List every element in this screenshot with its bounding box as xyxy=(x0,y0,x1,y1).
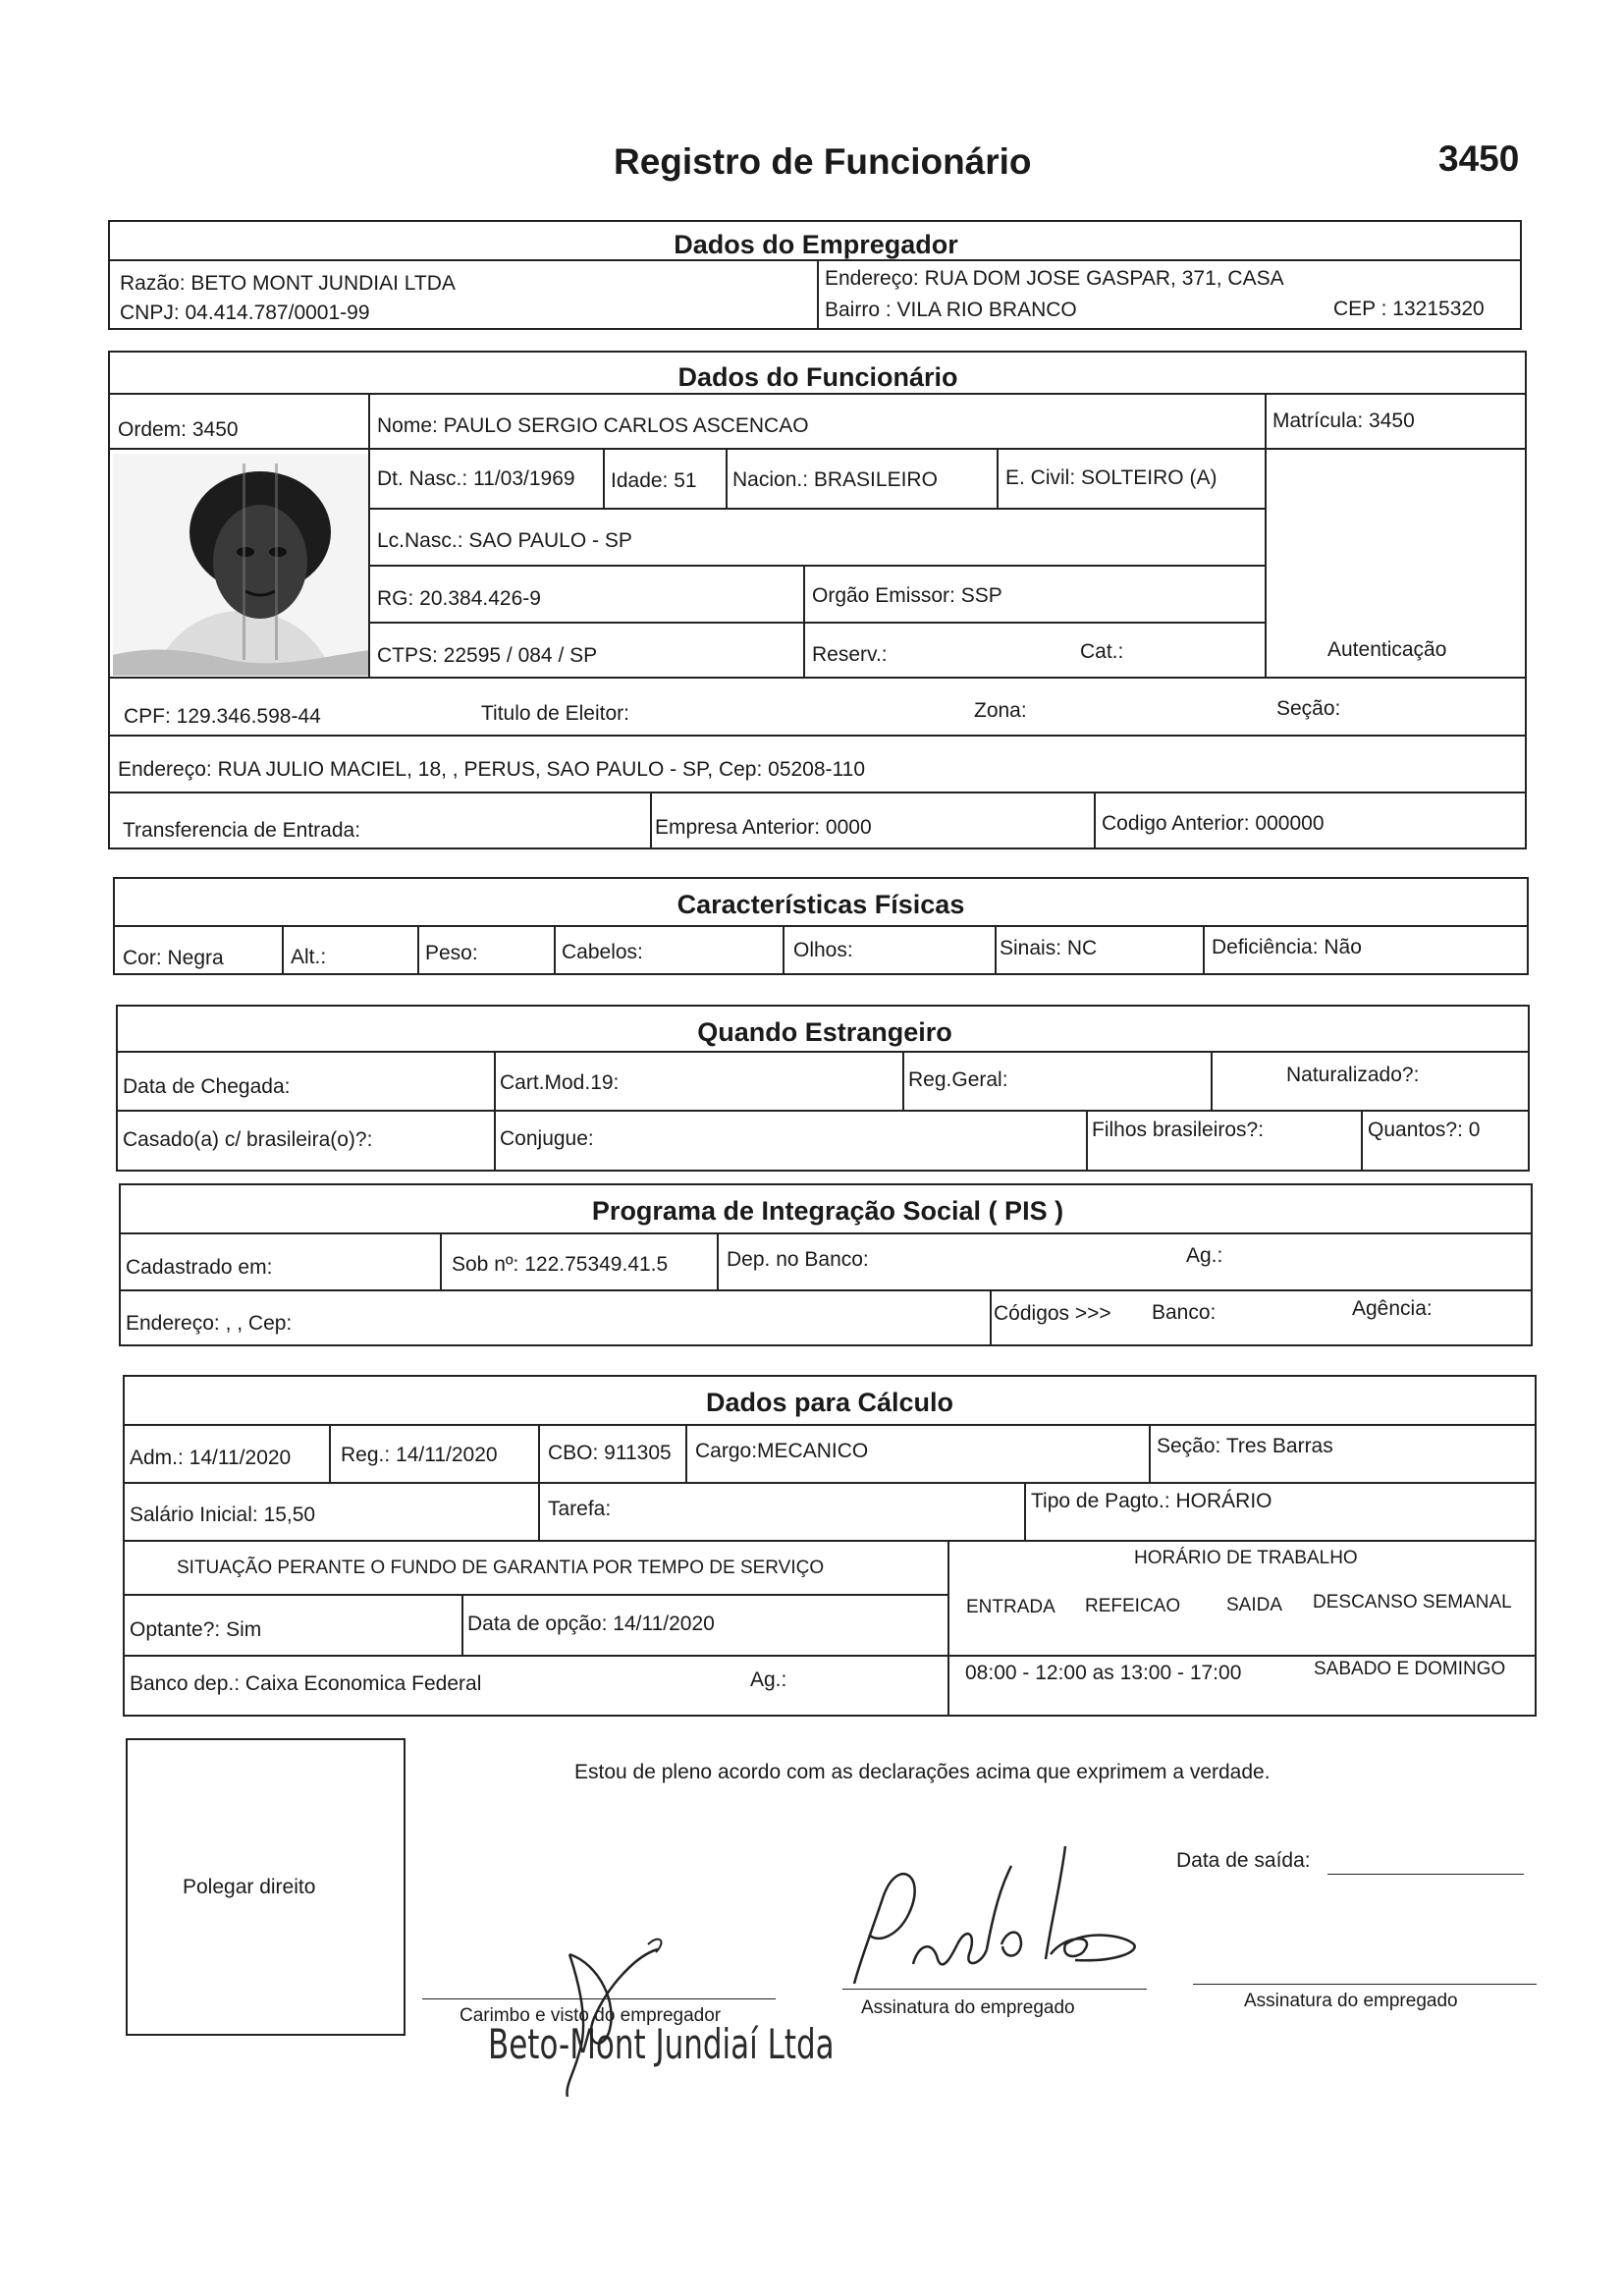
col-entrada: ENTRADA xyxy=(966,1597,1055,1617)
divider xyxy=(1203,925,1205,975)
calc-banco-dep: Banco dep.: Caixa Economica Federal xyxy=(130,1672,482,1695)
foreign-data-chegada: Data de Chegada: xyxy=(123,1075,291,1098)
employer-section-title: Dados do Empregador xyxy=(674,230,958,259)
calc-descanso: SABADO E DOMINGO xyxy=(1314,1659,1506,1679)
employee-signature xyxy=(839,1836,1163,1994)
divider xyxy=(123,1594,947,1596)
foreign-naturalizado: Naturalizado?: xyxy=(1286,1064,1420,1086)
pis-sob-no: Sob nº: 122.75349.41.5 xyxy=(452,1253,669,1276)
divider xyxy=(368,393,370,448)
employer-stamp-label: Carimbo e visto do empregador xyxy=(460,2005,722,2026)
divider xyxy=(123,1655,1537,1657)
calc-section-title: Dados para Cálculo xyxy=(705,1388,954,1417)
employee-matricula: Matrícula: 3450 xyxy=(1272,410,1415,432)
foreign-quantos: Quantos?: 0 xyxy=(1368,1119,1481,1141)
employee-rg: RG: 20.384.426-9 xyxy=(377,587,541,610)
divider xyxy=(902,1051,904,1110)
divider xyxy=(123,1482,1537,1484)
pis-banco: Banco: xyxy=(1152,1301,1217,1324)
employee-signature-line-2 xyxy=(1193,1984,1537,1985)
divider xyxy=(116,1051,1530,1053)
calc-cargo: Cargo:MECANICO xyxy=(695,1440,869,1462)
employer-razao: Razão: BETO MONT JUNDIAI LTDA xyxy=(120,272,456,295)
divider xyxy=(1086,1110,1088,1172)
divider xyxy=(817,259,819,330)
autenticacao-label: Autenticação xyxy=(1327,638,1447,661)
foreign-casado: Casado(a) c/ brasileira(o)?: xyxy=(123,1128,373,1151)
declaration-text: Estou de pleno acordo com as declarações acima que exprimem a verdade. xyxy=(574,1761,1271,1783)
divider xyxy=(368,508,1265,510)
divider xyxy=(783,925,784,975)
employee-cpf: CPF: 129.346.598-44 xyxy=(124,705,321,728)
thumbprint-label: Polegar direito xyxy=(183,1876,316,1898)
divider xyxy=(554,925,556,975)
divider xyxy=(603,448,605,508)
employee-estado-civil: E. Civil: SOLTEIRO (A) xyxy=(1005,466,1217,489)
physical-deficiencia: Deficiência: Não xyxy=(1212,936,1362,958)
divider xyxy=(461,1594,463,1655)
pis-agencia: Agência: xyxy=(1352,1297,1433,1320)
horario-title: HORÁRIO DE TRABALHO xyxy=(1134,1548,1358,1568)
calc-cbo: CBO: 911305 xyxy=(548,1442,672,1464)
calc-data-opcao: Data de opção: 14/11/2020 xyxy=(467,1613,715,1635)
divider xyxy=(113,925,1529,927)
employee-photo xyxy=(113,454,370,676)
divider xyxy=(119,1232,1533,1234)
employee-lc-nasc: Lc.Nasc.: SAO PAULO - SP xyxy=(377,529,632,552)
employee-titulo: Titulo de Eleitor: xyxy=(481,702,629,725)
record-number: 3450 xyxy=(1438,138,1520,179)
divider xyxy=(1361,1110,1363,1172)
calc-ag: Ag.: xyxy=(750,1668,787,1691)
calc-reg: Reg.: 14/11/2020 xyxy=(341,1444,498,1466)
divider xyxy=(368,565,1265,567)
employee-transferencia: Transferencia de Entrada: xyxy=(123,819,361,842)
divider xyxy=(1265,393,1267,677)
pis-cadastrado: Cadastrado em: xyxy=(126,1256,273,1279)
employer-cnpj: CNPJ: 04.414.787/0001-99 xyxy=(120,301,370,324)
divider xyxy=(995,925,997,975)
calc-salario: Salário Inicial: 15,50 xyxy=(130,1503,316,1526)
employee-secao: Seção: xyxy=(1276,697,1341,720)
employee-endereco: Endereço: RUA JULIO MACIEL, 18, , PERUS, SAO PAULO - SP, Cep: 05208-110 xyxy=(118,758,866,781)
employee-codigo-anterior: Codigo Anterior: 000000 xyxy=(1102,812,1325,835)
divider xyxy=(1024,1482,1026,1540)
physical-olhos: Olhos: xyxy=(793,939,853,961)
divider xyxy=(685,1424,687,1482)
employer-address: Endereço: RUA DOM JOSE GASPAR, 371, CASA xyxy=(825,267,1284,290)
employee-section-title: Dados do Funcionário xyxy=(677,362,958,392)
employee-signature-label-1: Assinatura do empregado xyxy=(861,1997,1075,2018)
employee-empresa-anterior: Empresa Anterior: 0000 xyxy=(655,816,872,839)
pis-codigos: Códigos >>> xyxy=(994,1302,1111,1325)
employee-ctps: CTPS: 22595 / 084 / SP xyxy=(377,644,598,667)
divider xyxy=(123,1540,1537,1542)
physical-cabelos: Cabelos: xyxy=(562,941,643,963)
divider xyxy=(108,677,1527,679)
employee-dt-nasc: Dt. Nasc.: 11/03/1969 xyxy=(377,467,575,490)
divider xyxy=(990,1289,992,1346)
divider xyxy=(1211,1051,1213,1110)
physical-sinais: Sinais: NC xyxy=(1000,937,1098,959)
fgts-title: SITUAÇÃO PERANTE O FUNDO DE GARANTIA POR TEMPO DE SERVIÇO xyxy=(177,1558,825,1578)
divider xyxy=(108,393,1527,395)
data-saida-line xyxy=(1327,1874,1524,1875)
employee-cat: Cat.: xyxy=(1080,640,1124,663)
divider xyxy=(329,1424,331,1482)
divider xyxy=(803,565,805,677)
pis-endereco: Endereço: , , Cep: xyxy=(126,1312,293,1335)
calc-tarefa: Tarefa: xyxy=(548,1498,612,1520)
divider xyxy=(717,1232,719,1289)
divider xyxy=(997,448,999,508)
page-title: Registro de Funcionário xyxy=(614,141,1032,182)
divider xyxy=(1094,792,1096,849)
pis-ag: Ag.: xyxy=(1186,1244,1223,1267)
divider xyxy=(726,448,728,508)
svg-text:Beto-Mont Jundiaí Ltda: Beto-Mont Jundiaí Ltda xyxy=(488,2020,835,2069)
divider xyxy=(108,735,1527,737)
employee-orgao: Orgão Emissor: SSP xyxy=(812,584,1002,607)
employer-cep: CEP : 13215320 xyxy=(1333,298,1485,320)
employer-bairro: Bairro : VILA RIO BRANCO xyxy=(825,299,1077,321)
divider xyxy=(116,1110,1530,1112)
employee-signature-label-2: Assinatura do empregado xyxy=(1244,1991,1458,2011)
divider xyxy=(282,925,284,975)
divider xyxy=(538,1424,540,1540)
divider xyxy=(368,622,1265,624)
calc-horas: 08:00 - 12:00 as 13:00 - 17:00 xyxy=(965,1662,1242,1684)
foreign-conjugue: Conjugue: xyxy=(500,1127,594,1150)
col-saida: SAIDA xyxy=(1226,1595,1283,1615)
divider xyxy=(119,1289,1533,1291)
col-descanso: DESCANSO SEMANAL xyxy=(1313,1592,1512,1613)
calc-optante: Optante?: Sim xyxy=(130,1618,262,1641)
divider xyxy=(494,1051,496,1172)
data-saida-label: Data de saída: xyxy=(1176,1849,1311,1872)
physical-alt: Alt.: xyxy=(291,946,327,968)
divider xyxy=(947,1540,949,1717)
divider xyxy=(440,1232,442,1289)
foreign-reg-geral: Reg.Geral: xyxy=(908,1068,1008,1091)
divider xyxy=(123,1424,1537,1426)
foreign-filhos: Filhos brasileiros?: xyxy=(1092,1119,1265,1141)
foreign-cart-mod: Cart.Mod.19: xyxy=(500,1071,620,1094)
calc-secao: Seção: Tres Barras xyxy=(1157,1435,1333,1457)
employee-nacion: Nacion.: BRASILEIRO xyxy=(732,468,938,491)
physical-cor: Cor: Negra xyxy=(123,947,224,969)
divider xyxy=(108,448,1527,450)
employee-zona: Zona: xyxy=(974,699,1027,722)
divider xyxy=(108,259,1522,261)
col-refeicao: REFEICAO xyxy=(1085,1596,1181,1616)
calc-adm: Adm.: 14/11/2020 xyxy=(130,1447,292,1469)
divider xyxy=(417,925,419,975)
employee-ordem: Ordem: 3450 xyxy=(118,418,239,441)
pis-dep-banco: Dep. no Banco: xyxy=(727,1248,869,1271)
divider xyxy=(108,792,1527,793)
divider xyxy=(1149,1424,1151,1482)
employee-nome: Nome: PAULO SERGIO CARLOS ASCENCAO xyxy=(377,414,809,437)
employee-reserv: Reserv.: xyxy=(812,643,888,666)
physical-peso: Peso: xyxy=(425,942,478,964)
divider xyxy=(368,448,370,677)
calc-tipo-pagto: Tipo de Pagto.: HORÁRIO xyxy=(1031,1490,1272,1512)
employer-signature xyxy=(511,1925,707,2102)
employee-idade: Idade: 51 xyxy=(611,469,697,492)
physical-section-title: Características Físicas xyxy=(676,890,965,919)
pis-section-title: Programa de Integração Social ( PIS ) xyxy=(591,1196,1064,1226)
foreign-section-title: Quando Estrangeiro xyxy=(697,1017,952,1047)
divider xyxy=(650,792,652,849)
